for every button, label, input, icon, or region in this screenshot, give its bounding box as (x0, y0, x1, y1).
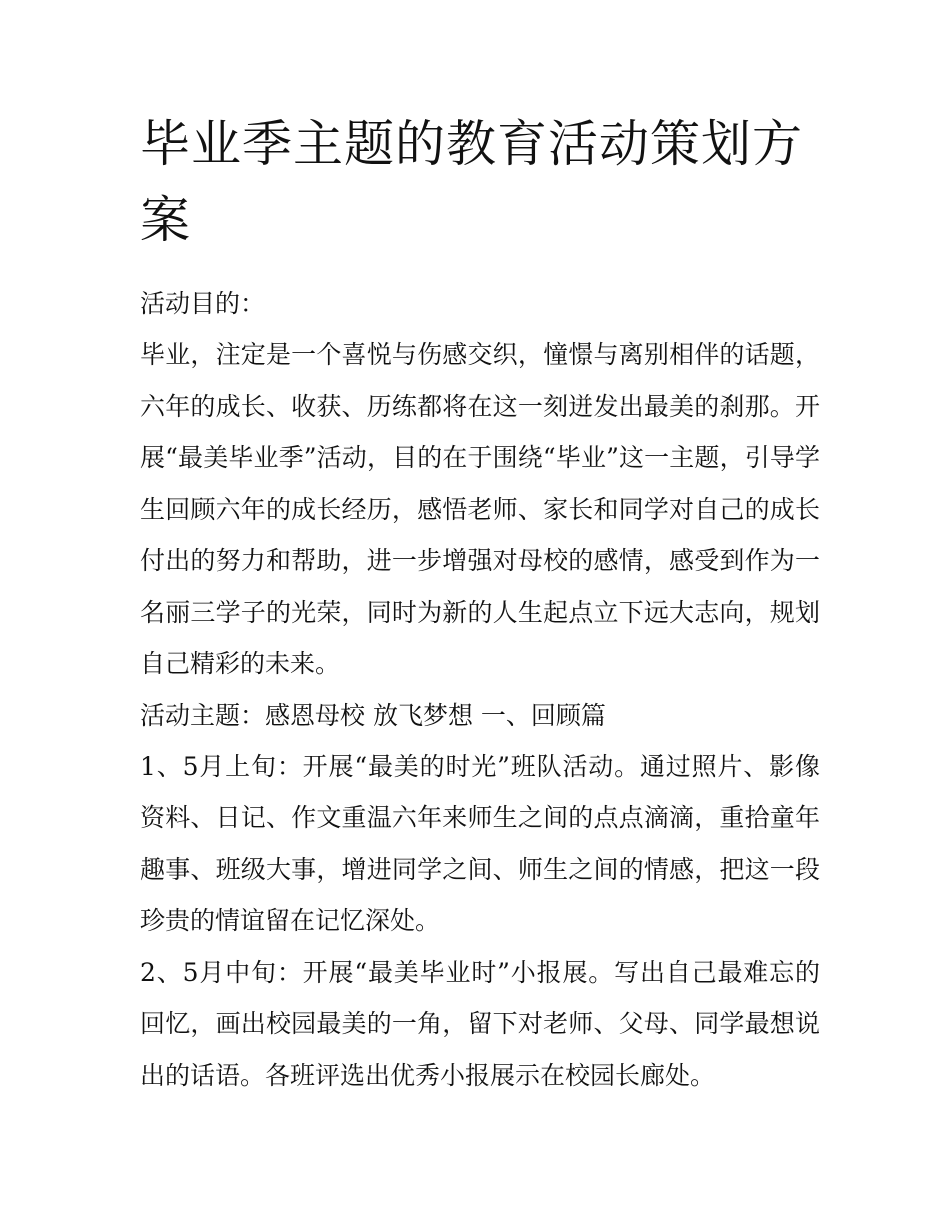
purpose-heading: 活动目的： (140, 289, 266, 318)
document-title: 毕业季主题的教育活动策划方案 (140, 115, 803, 249)
theme-line: 活动主题：感恩母校 放飞梦想 一、回顾篇 (140, 700, 606, 730)
list-item-1: 1、5月上旬：开展“最美的时光”班队活动。通过照片、影像资料、日记、作文重温六年来师生之间的点点滴滴，重拾童年趣事、班级大事，增进同学之间、师生之间的情感，把这一段珍贵的情谊留在记忆深处。 (140, 751, 820, 935)
document-page (140, 106, 820, 1101)
purpose-paragraph: 毕业，注定是一个喜悦与伤感交织，憧憬与离别相伴的话题，六年的成长、收获、历练都将在这一刻迸发出最美的刹那。开展“最美毕业季”活动，目的在于围绕“毕业”这一主题，引导学生回顾六年的成长经历，感悟老师、家长和同学对自己的成长付出的努力和帮助，进一步增强对母校的感情，感受到作为一名丽三学子的光荣，同时为新的人生起点立下远大志向，规划自己精彩的未来。 (140, 340, 820, 678)
list-item-2: 2、5月中旬：开展“最美毕业时”小报展。写出自己最难忘的回忆，画出校园最美的一角，留下对老师、父母、同学最想说出的话语。各班评选出优秀小报展示在校园长廊处。 (140, 957, 820, 1090)
